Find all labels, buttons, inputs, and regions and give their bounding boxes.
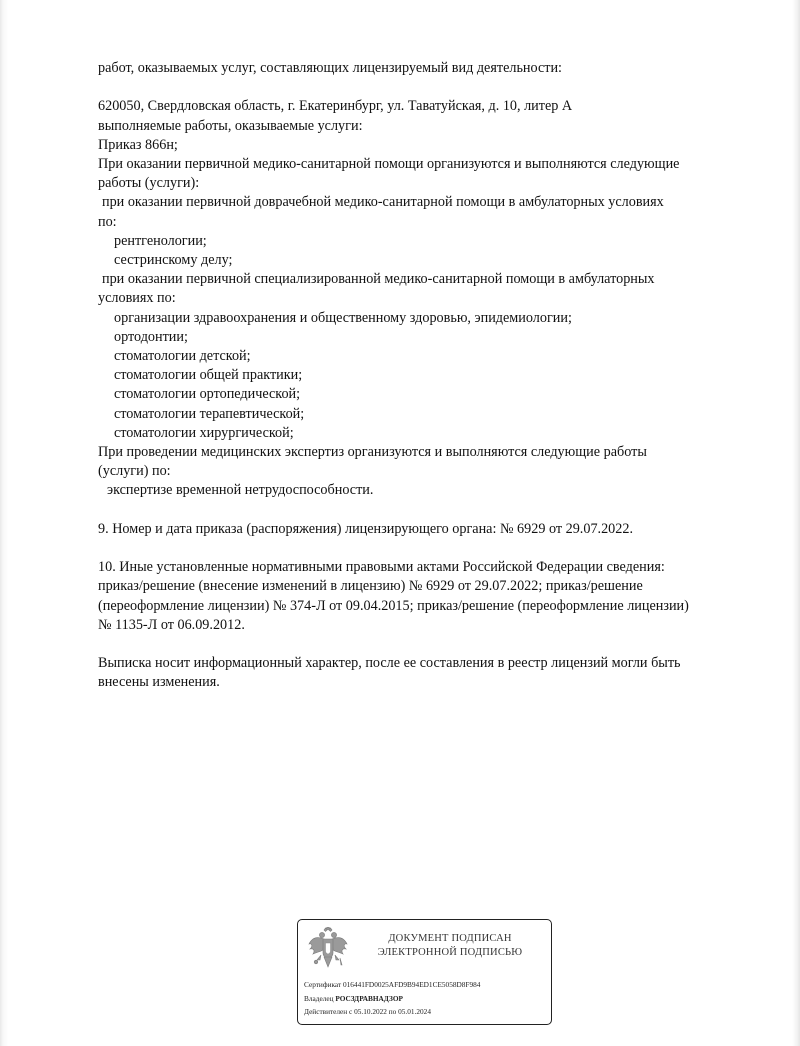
text-line: работы (услуги): — [98, 175, 200, 192]
text-line: по: — [98, 213, 117, 230]
text-line: При оказании первичной медико-санитарной помощи организуются и выполняются следующие — [98, 156, 680, 172]
list-item: стоматологии общей практики; — [114, 367, 303, 384]
certificate-row — [304, 978, 549, 992]
blank-line — [98, 501, 768, 520]
validity-row: Действителен с 05.10.2022 по 05.01.2024 — [304, 1007, 431, 1016]
section-10-line: 10. Иные установленные нормативными правовыми актами Российской Федерации сведения: — [98, 559, 665, 576]
text-line: Приказ 866н; — [98, 136, 178, 153]
text-line: условиях по: — [98, 290, 176, 307]
stamp-title — [360, 932, 540, 960]
list-item: ортодонтии; — [114, 328, 188, 345]
list-item: стоматологии детской; — [114, 348, 251, 365]
list-item: экспертизе временной нетрудоспособности. — [107, 482, 374, 499]
address-line: 620050, Свердловская область, г. Екатеринбург, ул. Таватуйская, д. 10, литер А — [98, 98, 573, 115]
blank-line — [98, 78, 768, 97]
text-line: (переоформление лицензии) № 374-Л от 09.04.2015; приказ/решение (переоформление лицензии) — [98, 597, 689, 614]
stamp-title-line-1: ДОКУМЕНТ ПОДПИСАН — [388, 933, 512, 944]
text-line: выполняемые работы, оказываемые услуги: — [98, 117, 363, 134]
electronic-signature-stamp — [297, 919, 552, 1025]
certificate-value: 016441FD0025AFD9B94ED1CE5058D8F984 — [342, 980, 481, 989]
list-item: организации здравоохранения и общественному здоровью, эпидемиологии; — [114, 309, 572, 326]
blank-line — [98, 635, 768, 654]
disclaimer-line: Выписка носит информационный характер, после ее составления в реестр лицензий могли быть — [98, 655, 681, 672]
text-line: (услуги) по: — [98, 463, 171, 480]
stamp-title-line-2: ЭЛЕКТРОННОЙ ПОДПИСЬЮ — [377, 947, 523, 958]
list-item: рентгенологии; — [114, 232, 207, 249]
stamp-details — [304, 978, 549, 1019]
list-item: стоматологии хирургической; — [114, 424, 294, 441]
owner-label: Владелец — [304, 993, 336, 1003]
text-line: работ, оказываемых услуг, составляющих лицензируемый вид деятельности: — [98, 60, 562, 76]
double-headed-eagle-emblem-icon — [307, 927, 349, 973]
text-line: при оказании первичной специализированной медико-санитарной помощи в амбулаторных — [102, 271, 655, 288]
list-item: стоматологии терапевтической; — [114, 405, 305, 422]
blank-line — [98, 539, 768, 558]
text-line: № 1135-Л от 06.09.2012. — [98, 616, 245, 633]
disclaimer-line: внесены изменения. — [98, 674, 220, 691]
list-item: сестринскому делу; — [114, 252, 233, 269]
certificate-label: Сертификат — [304, 980, 343, 989]
owner-row — [304, 992, 549, 1006]
list-item: стоматологии ортопедической; — [114, 386, 301, 403]
owner-value: РОСЗДРАВНАДЗОР — [335, 993, 403, 1003]
text-line: приказ/решение (внесение изменений в лицензию) № 6929 от 29.07.2022; приказ/решение — [98, 578, 643, 595]
text-line: при оказании первичной доврачебной медико-санитарной помощи в амбулаторных условиях — [102, 194, 664, 211]
section-9-line: 9. Номер и дата приказа (распоряжения) лицензирующего органа: № 6929 от 29.07.2022. — [98, 520, 634, 537]
document-body — [98, 59, 768, 693]
text-line: При проведении медицинских экспертиз организуются и выполняются следующие работы — [98, 444, 647, 461]
